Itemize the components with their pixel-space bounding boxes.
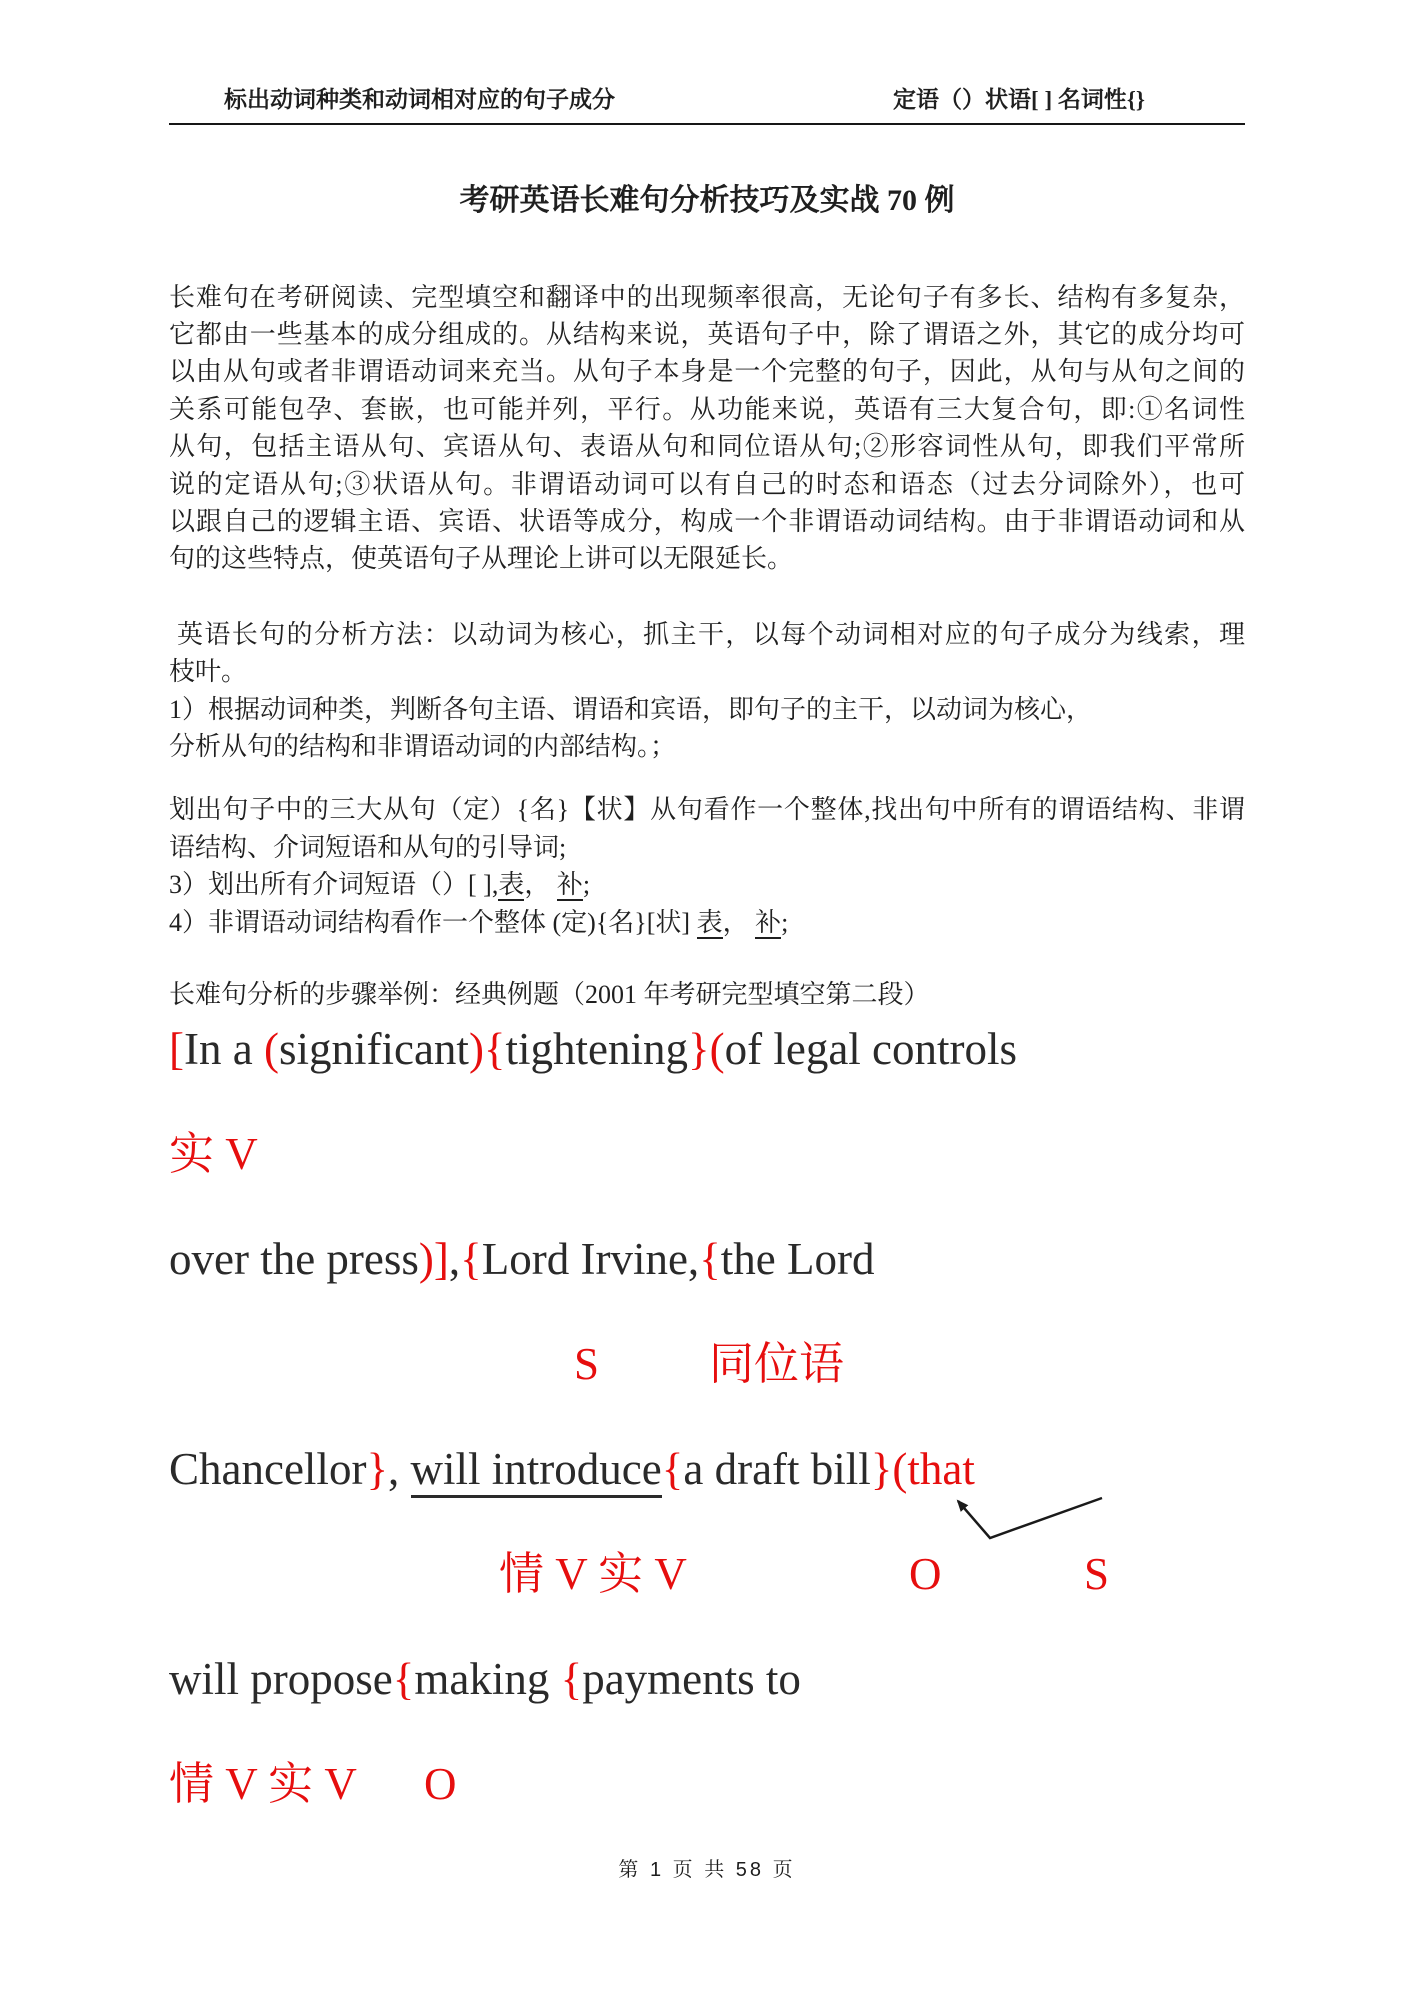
rule-line-4 [169, 904, 1245, 941]
object-annotation: O [909, 1548, 942, 1599]
sentence-text: , [448, 1233, 461, 1284]
sentence-line-2 [169, 1232, 1245, 1337]
sentence-text: the Lord [720, 1233, 875, 1284]
subject-annotation: S [574, 1338, 600, 1389]
sentence-line-3 [169, 1442, 1245, 1547]
annotation-line-2 [169, 1337, 1245, 1442]
bracket-mark: (that [892, 1443, 975, 1494]
bracket-mark: { [560, 1653, 583, 1704]
text-line: 以跟自己的逻辑主语、宾语、状语等成分，构成一个非谓语动词结构。由于非谓语动词和从 [169, 507, 1245, 537]
rule-text: ， [524, 870, 557, 900]
text-line: 1）根据动词种类，判断各句主语、谓语和宾语，即句子的主干，以动词为核心， [169, 694, 1093, 724]
intro-paragraph [169, 279, 1245, 578]
underlined-term: 补 [755, 907, 782, 937]
text-line: 语结构、介词短语和从句的引导词; [169, 832, 567, 862]
sentence-line-4 [169, 1652, 1245, 1757]
example-sentence [169, 1022, 1245, 1862]
verb-annotation: 情 V 实 V [169, 1758, 357, 1809]
sentence-text: over the press [169, 1233, 419, 1284]
sentence-text: , [388, 1443, 411, 1494]
underlined-term: 表 [498, 870, 525, 900]
text-line: 分析从句的结构和非谓语动词的内部结构。； [169, 732, 677, 762]
sentence-line-1 [169, 1022, 1245, 1127]
rule-line-3 [169, 866, 1245, 903]
appositive-annotation: 同位语 [709, 1338, 845, 1389]
page-header [169, 0, 1245, 125]
rule-text: ; [582, 870, 591, 900]
subject-annotation: S [1084, 1548, 1110, 1599]
bracket-mark: )] [418, 1233, 449, 1284]
page-number: 第 1 页 共 58 页 [618, 1859, 796, 1881]
text-line: 以由从句或者非谓语动词来充当。从句子本身是一个完整的句子，因此，从句与从句之间的 [169, 357, 1245, 387]
text-line: 长难句在考研阅读、完型填空和翻译中的出现频率很高，无论句子有多长、结构有多复杂， [169, 282, 1245, 312]
annotation-line-3 [169, 1547, 1245, 1652]
text-line: 划出句子中的三大从句（定）{名}【状】从句看作一个整体,找出句中所有的谓语结构、非谓 [169, 795, 1245, 825]
sentence-text: tightening [505, 1023, 689, 1074]
bracket-mark: { [460, 1233, 482, 1284]
text-line: 枝叶。 [169, 657, 248, 687]
sentence-text: of legal controls [724, 1023, 1018, 1074]
verb-annotation: 情 V 实 V [499, 1548, 687, 1599]
rule-text: ; [781, 907, 789, 937]
sentence-text: Lord Irvine, [481, 1233, 700, 1284]
verb-annotation: 实 V [169, 1128, 258, 1179]
rules-paragraph [169, 791, 1245, 941]
underlined-verb-phrase: will introduce [411, 1444, 662, 1498]
bracket-mark: { [699, 1233, 721, 1284]
rule-text: 3）划出所有介词短语（）[ ], [169, 870, 499, 900]
header-left-note: 标出动词种类和动词相对应的句子成分 [224, 87, 615, 112]
sentence-text: In a [184, 1023, 264, 1074]
underlined-term: 表 [696, 907, 723, 937]
bracket-mark: } [870, 1443, 893, 1494]
annotation-line-1 [169, 1127, 1245, 1232]
bracket-mark: }( [688, 1023, 725, 1074]
rule-text: 4）非谓语动词结构看作一个整体 (定){名}[状] [169, 907, 697, 937]
bracket-mark: ){ [468, 1023, 506, 1074]
annotation-line-4 [169, 1757, 1245, 1862]
underlined-term: 补 [556, 870, 583, 900]
sentence-text: payments to [582, 1653, 801, 1704]
bracket-mark: [ [169, 1023, 184, 1074]
page-title: 考研英语长难句分析技巧及实战 70 例 [459, 183, 955, 217]
text-line: 说的定语从句;③状语从句。非谓语动词可以有自己的时态和语态（过去分词除外），也可 [169, 469, 1245, 499]
object-annotation: O [424, 1758, 457, 1809]
bracket-mark: ( [263, 1023, 279, 1074]
text-line: 英语长句的分析方法：以动词为核心，抓主干，以每个动词相对应的句子成分为线索，理 [169, 619, 1246, 649]
text-line: 从句，包括主语从句、宾语从句、表语从句和同位语从句;②形容词性从句，即我们平常所 [169, 432, 1245, 462]
example-caption: 长难句分析的步骤举例：经典例题（2001 年考研完型填空第二段） [169, 980, 930, 1010]
bracket-mark: { [661, 1443, 684, 1494]
sentence-text: Chancellor [169, 1443, 367, 1494]
text-line: 它都由一些基本的成分组成的。从结构来说，英语句子中，除了谓语之外，其它的成分均可 [169, 320, 1245, 349]
sentence-text: a draft bill [683, 1443, 871, 1494]
bracket-mark: } [366, 1443, 389, 1494]
header-right-note: 定语（）状语[ ] 名词性{} [893, 87, 1145, 112]
sentence-text: making [414, 1653, 561, 1704]
sentence-text: significant [278, 1023, 469, 1074]
text-line: 关系可能包孕、套嵌，也可能并列，平行。从功能来说，英语有三大复合句，即:①名词性 [169, 394, 1245, 424]
method-paragraph [169, 616, 1245, 766]
text-line: 句的这些特点，使英语句子从理论上讲可以无限延长。 [169, 544, 794, 574]
bracket-mark: { [392, 1653, 415, 1704]
rule-text: ， [722, 907, 756, 937]
sentence-text: will propose [169, 1653, 393, 1704]
